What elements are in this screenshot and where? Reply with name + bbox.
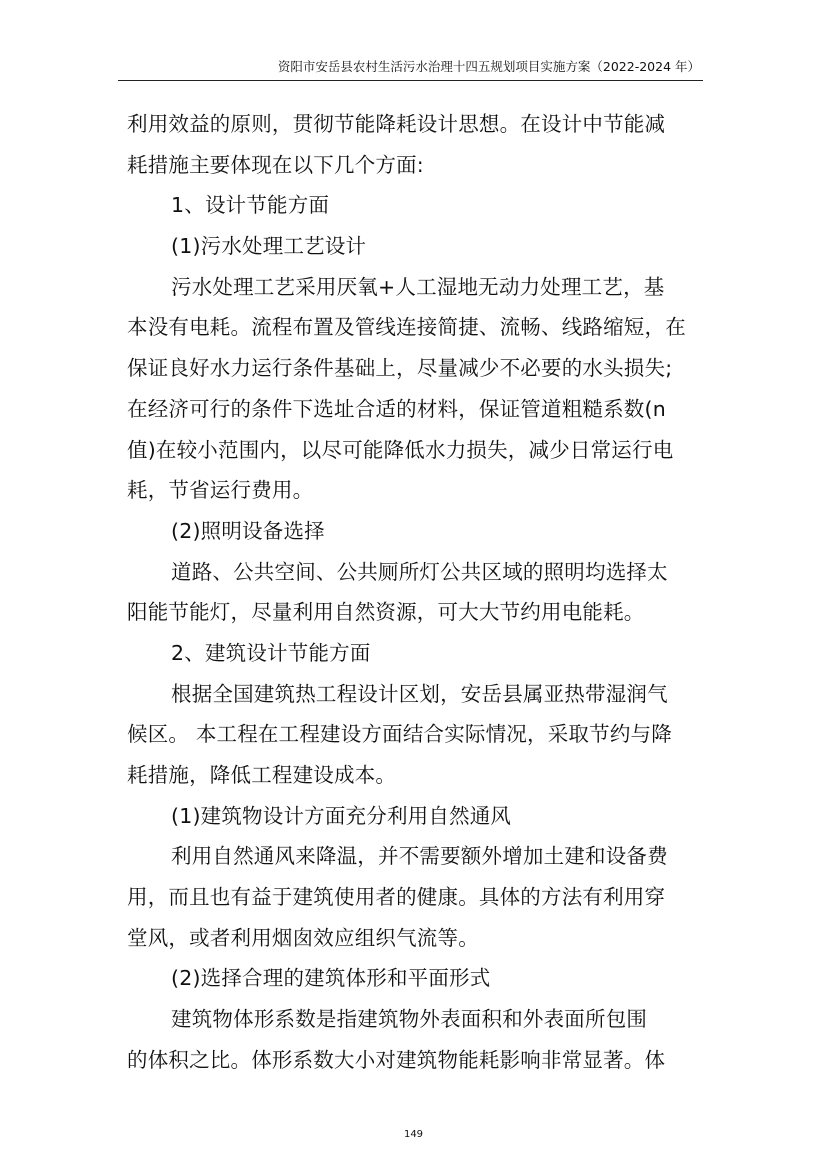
body-line: 污水处理工艺采用厌氧+人工湿地无动力处理工艺，基 <box>171 274 665 299</box>
body-line: 候区。 本工程在工程建设方面结合实际情况，采取节约与降 <box>127 722 672 747</box>
body-line: 在经济可行的条件下选址合适的材料，保证管道粗糙系数(n <box>127 396 666 421</box>
subsection-heading: (2)照明设备选择 <box>171 518 325 543</box>
subsection-heading: (1)建筑物设计方面充分利用自然通风 <box>171 803 512 828</box>
header-divider <box>118 80 703 81</box>
section-heading: 2、建筑设计节能方面 <box>171 640 371 665</box>
body-line: 保证良好水力运行条件基础上，尽量减少不必要的水头损失; <box>127 356 673 381</box>
body-line: 本没有电耗。流程布置及管线连接简捷、流畅、线路缩短，在 <box>127 315 686 340</box>
body-line: 用，而且也有益于建筑使用者的健康。具体的方法有利用穿 <box>127 885 666 910</box>
body-line: 根据全国建筑热工程设计区划，安岳县属亚热带湿润气 <box>171 681 668 706</box>
body-line: 的体积之比。体形系数大小对建筑物能耗影响非常显著。体 <box>127 1047 666 1072</box>
body-line: 耗，节省运行费用。 <box>127 478 314 503</box>
document-body <box>127 104 705 1081</box>
subsection-heading: (2)选择合理的建筑体形和平面形式 <box>171 966 491 991</box>
body-line: 建筑物体形系数是指建筑物外表面积和外表面所包围 <box>171 1007 648 1032</box>
body-line: 利用自然通风来降温，并不需要额外增加土建和设备费 <box>171 844 668 869</box>
body-line: 堂风，或者利用烟囱效应组织气流等。 <box>127 925 479 950</box>
section-heading: 1、设计节能方面 <box>171 193 330 218</box>
body-line: 耗措施主要体现在以下几个方面: <box>127 152 424 177</box>
body-line: 阳能节能灯，尽量利用自然资源，可大大节约用电能耗。 <box>127 600 645 625</box>
page-number: 149 <box>403 1129 424 1140</box>
subsection-heading: (1)污水处理工艺设计 <box>171 234 367 259</box>
running-header: 资阳市安岳县农村生活污水治理十四五规划项目实施方案（2022-2024 年） <box>277 59 700 74</box>
body-line: 值)在较小范围内，以尽可能降低水力损失，减少日常运行电 <box>127 437 674 462</box>
body-line: 利用效益的原则，贯彻节能降耗设计思想。在设计中节能减 <box>127 112 666 136</box>
body-line: 耗措施，降低工程建设成本。 <box>127 763 397 787</box>
body-line: 道路、公共空间、公共厕所灯公共区域的照明均选择太 <box>171 559 668 584</box>
